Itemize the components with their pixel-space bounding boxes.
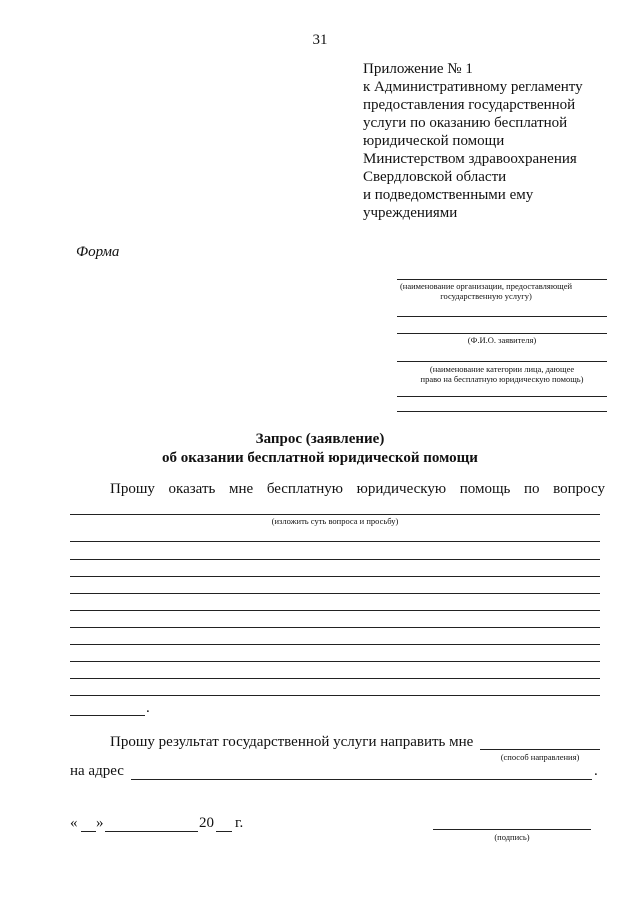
question-line[interactable] xyxy=(70,593,600,594)
question-line[interactable] xyxy=(70,627,600,628)
question-caption: (изложить суть вопроса и просьбу) xyxy=(271,516,399,526)
document-title: Запрос (заявление) xyxy=(255,431,385,447)
date-year-prefix: 20 xyxy=(199,815,214,831)
question-line[interactable] xyxy=(70,610,600,611)
recipient-org-line-2[interactable] xyxy=(397,316,607,317)
recipient-org-line[interactable] xyxy=(397,279,607,280)
appendix-line: Приложение № 1 xyxy=(363,61,473,77)
request-word: юридическую xyxy=(356,481,447,497)
appendix-line: Свердловской области xyxy=(363,169,507,185)
date-open-quote: « xyxy=(70,815,78,831)
page-number: 31 xyxy=(312,32,328,48)
question-line[interactable] xyxy=(70,661,600,662)
question-line[interactable] xyxy=(70,576,600,577)
appendix-line: юридической помощи xyxy=(363,133,505,149)
question-line[interactable] xyxy=(70,678,600,679)
request-word: помощь xyxy=(459,481,511,497)
appendix-line: Министерством здравоохранения xyxy=(363,151,577,167)
question-end-mark: . xyxy=(146,700,150,716)
request-word: оказать xyxy=(168,481,216,497)
address-line[interactable] xyxy=(131,779,592,780)
date-close-quote: » xyxy=(96,815,104,831)
date-month-line[interactable] xyxy=(105,831,198,832)
appendix-line: и подведомственными ему xyxy=(363,187,534,203)
form-label: Форма xyxy=(76,244,120,260)
category-line-2[interactable] xyxy=(397,396,607,397)
delivery-method-line[interactable] xyxy=(480,749,600,750)
date-day-line[interactable] xyxy=(81,831,96,832)
appendix-line: услуги по оказанию бесплатной xyxy=(363,115,568,131)
request-word: мне xyxy=(228,481,254,497)
delivery-method-caption: (способ направления) xyxy=(500,752,580,762)
question-line[interactable] xyxy=(70,541,600,542)
category-line[interactable] xyxy=(397,361,607,362)
address-end-mark: . xyxy=(594,763,598,779)
request-word: по xyxy=(523,481,540,497)
question-line-short[interactable] xyxy=(70,715,145,716)
question-line[interactable] xyxy=(70,514,600,515)
date-year-line[interactable] xyxy=(216,831,232,832)
question-line[interactable] xyxy=(70,644,600,645)
signature-line[interactable] xyxy=(433,829,591,830)
applicant-name-caption: (Ф.И.О. заявителя) xyxy=(467,335,537,345)
appendix-line: учреждениями xyxy=(363,205,458,221)
applicant-name-line[interactable] xyxy=(397,333,607,334)
question-line[interactable] xyxy=(70,559,600,560)
address-label: на адрес xyxy=(70,763,124,779)
category-caption: (наименование категории лица, дающее право на бесплатную юридическую помощь) xyxy=(420,364,584,384)
document-subtitle: об оказании бесплатной юридической помощи xyxy=(162,450,478,466)
appendix-heading xyxy=(363,60,583,222)
recipient-org-caption: (наименование организации, предоставляющей государственную услугу) xyxy=(399,281,573,301)
request-sentence xyxy=(110,481,605,498)
appendix-line: предоставления государственной xyxy=(363,97,576,113)
signature-caption: (подпись) xyxy=(494,832,530,842)
result-text: Прошу результат государственной услуги направить мне xyxy=(110,734,474,750)
appendix-line: к Административному регламенту xyxy=(363,79,583,95)
question-line[interactable] xyxy=(70,695,600,696)
date-year-suffix: г. xyxy=(235,815,244,831)
request-word: Прошу xyxy=(110,481,155,497)
request-word: бесплатную xyxy=(266,481,344,497)
category-line-3[interactable] xyxy=(397,411,607,412)
request-word: вопросу xyxy=(553,481,605,497)
